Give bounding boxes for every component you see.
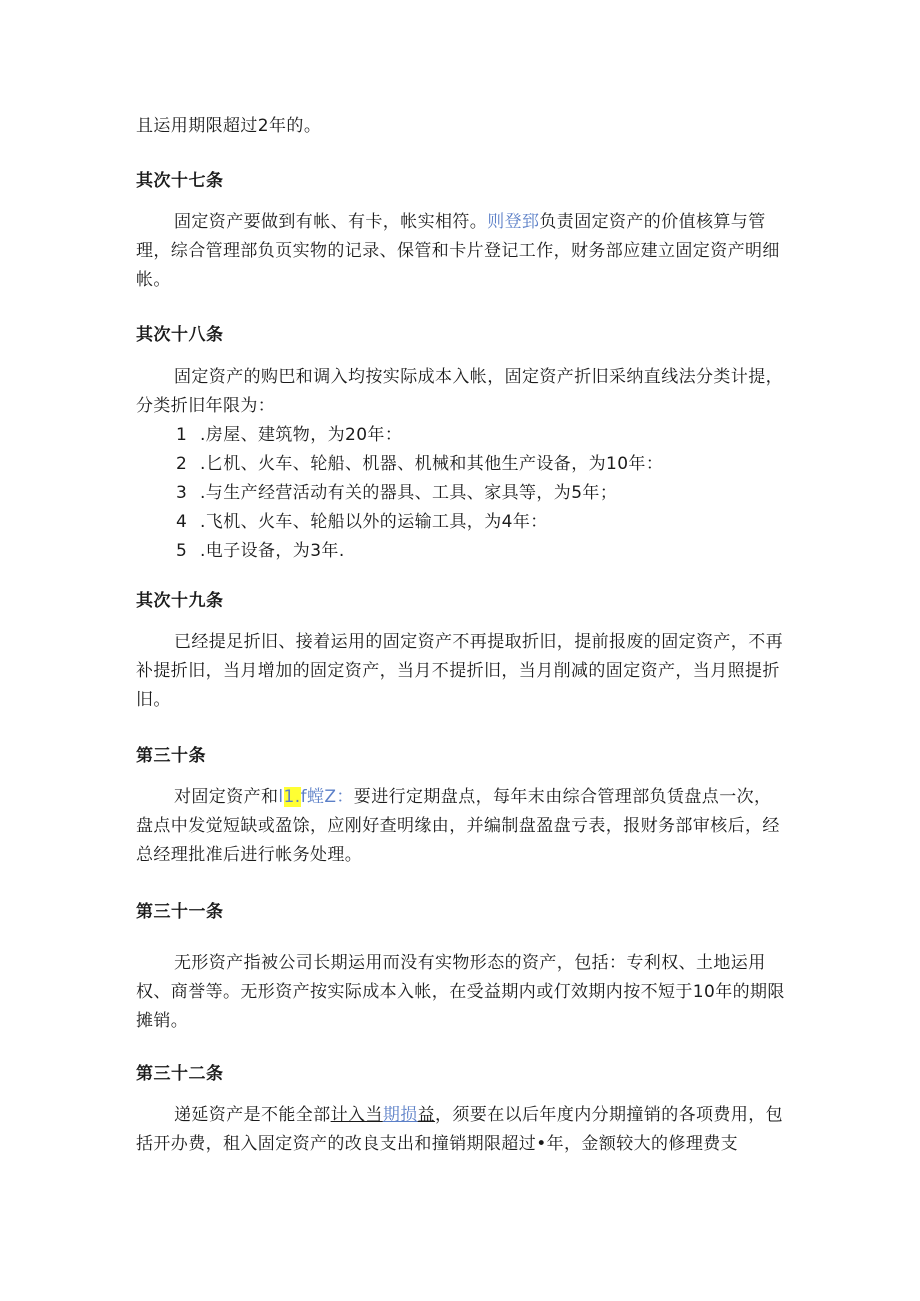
article-27-text-b: 负责固定资产的价值核算与管理，综合管理部负页实物的记录、保管和卡片登记工作，财务部应建立固定资产明细帐。 <box>136 212 780 290</box>
article-32-underlined-2: 益 <box>417 1105 436 1125</box>
article-30-highlight: 1. <box>283 787 301 807</box>
article-30-text-a: 对固定资产和 <box>174 787 279 807</box>
article-29-heading: 其次十九条 <box>136 591 224 611</box>
article-30-body <box>136 783 786 870</box>
article-30-blue-text-1: l <box>278 787 284 807</box>
article-27-blue-text: 则登郅 <box>487 212 540 232</box>
article-28-heading: 其次十八条 <box>136 325 224 345</box>
list-item: 3 .与生产经营活动有关的器具、工具、家具等，为5年； <box>176 483 618 503</box>
article-32-heading: 第三十二条 <box>136 1064 224 1084</box>
list-item: 1 .房屋、建筑物，为20年： <box>176 425 403 445</box>
article-27-text-a: 固定资产要做到有帐、有卡，帐实相符。 <box>174 212 488 232</box>
intro-line: 且运用期限超过2年的。 <box>136 116 322 136</box>
article-31-heading: 第三十一条 <box>136 902 224 922</box>
article-27-body <box>136 208 786 295</box>
list-item: 5 .电子设备，为3年. <box>176 541 345 561</box>
article-28-body: 固定资产的购巴和调入均按实际成本入帐，固定资产折旧采纳直线法分类计提，分类折旧年限为： <box>136 367 783 416</box>
depreciation-list <box>176 421 663 566</box>
article-32-underlined-1: 计入当 <box>330 1105 383 1125</box>
article-32-body <box>136 1101 786 1159</box>
article-31-body: 无形资产指被公司长期运用而没有实物形态的资产，包括：专利权、土地运用权、商誉等。无形资产按实际成本入帐，在受益期内或仃效期内按不短于10年的期限摊销。 <box>136 953 785 1031</box>
article-30-text-b: 要进行定期盘点，每年末由综合管理部负赁盘点一次，盘点中发觉短缺或盈馀，应刚好查明缘由，并编制盘盈盘亏表，报财务部审核后，经总经理批准后进行帐务处理。 <box>136 787 780 865</box>
list-item: 2 .匕机、火车、轮船、机器、机械和其他生产设备，为10年： <box>176 454 664 474</box>
article-30-blue-text-2: f螳Z： <box>300 787 354 807</box>
article-32-text-a: 递延资产是不能全部 <box>174 1105 331 1125</box>
article-27-heading: 其次十七条 <box>136 171 224 191</box>
article-29-body: 已经提足折旧、接着运用的固定资产不再提取折旧，提前报废的固定资产，不再补提折旧，当月增加的固定资产，当月不提折旧，当月削减的固定资产，当月照提折旧。 <box>136 632 783 710</box>
article-32-text-b: ，须要在以后年度内分期撞销的各项费用，包括开办费，租入固定资产的改良支出和撞销期限超过•年，金额较大的修理费支 <box>136 1105 784 1154</box>
article-32-underlined-blue: 期损 <box>382 1105 418 1125</box>
list-item: 4 .飞机、火车、轮船以外的运输工具，为4年： <box>176 512 548 532</box>
article-30-heading: 第三十条 <box>136 746 206 766</box>
